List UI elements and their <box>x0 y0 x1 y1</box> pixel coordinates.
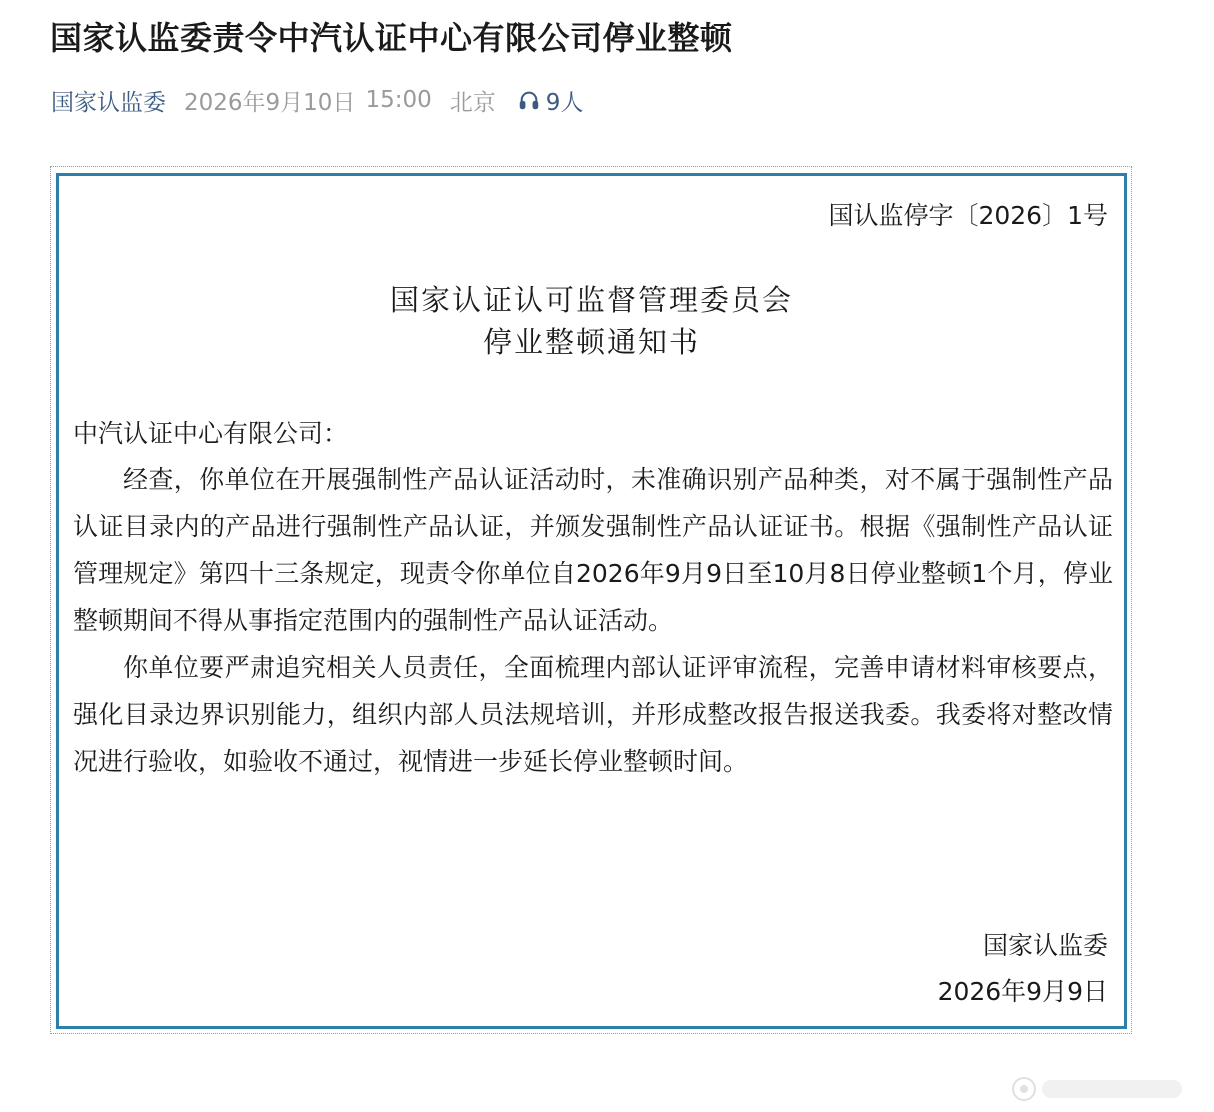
notice-image-frame <box>50 166 1132 1034</box>
headphones-icon <box>518 89 540 111</box>
body-paragraph: 经查，你单位在开展强制性产品认证活动时，未准确识别产品种类，对不属于强制性产品认证目录内的产品进行强制性产品认证，并颁发强制性产品认证证书。根据《强制性产品认证管理规定》第四十三条规定，现责令你单位自2026年9月9日至10月8日停业整顿1个月，停业整顿期间不得从事指定范围内的强制性产品认证活动。 <box>73 465 1113 635</box>
signature-organization: 国家认监委 <box>982 931 1108 960</box>
addressee: 中汽认证中心有限公司： <box>73 419 349 448</box>
listener-count: 9人 <box>545 89 584 116</box>
body-paragraph: 你单位要严肃追究相关人员责任，全面梳理内部认证评审流程，完善申请材料审核要点，强化目录边界识别能力，组织内部人员法规培训，并形成整改报告报送我委。我委将对整改情况进行验收，如验收不通过，视情进一步延长停业整顿时间。 <box>73 653 1113 776</box>
document-number: 国认监停字〔2026〕1号 <box>828 201 1108 230</box>
publish-location: 北京 <box>449 89 496 116</box>
publish-date: 2026年9月10日 <box>184 89 356 116</box>
article-meta <box>51 82 583 118</box>
notice-heading: 停业整顿通知书 <box>482 325 700 359</box>
signature-date: 2026年9月9日 <box>937 977 1108 1006</box>
source-link[interactable]: 国家认监委 <box>51 89 166 116</box>
publish-time: 15:00 <box>365 87 432 113</box>
watermark-logo <box>1010 1074 1190 1104</box>
listen-button[interactable] <box>518 84 584 117</box>
notice-document <box>56 173 1127 1029</box>
article-title: 国家认监委责令中汽认证中心有限公司停业整顿 <box>50 19 733 57</box>
issuer-heading: 国家认证认可监督管理委员会 <box>389 283 793 317</box>
